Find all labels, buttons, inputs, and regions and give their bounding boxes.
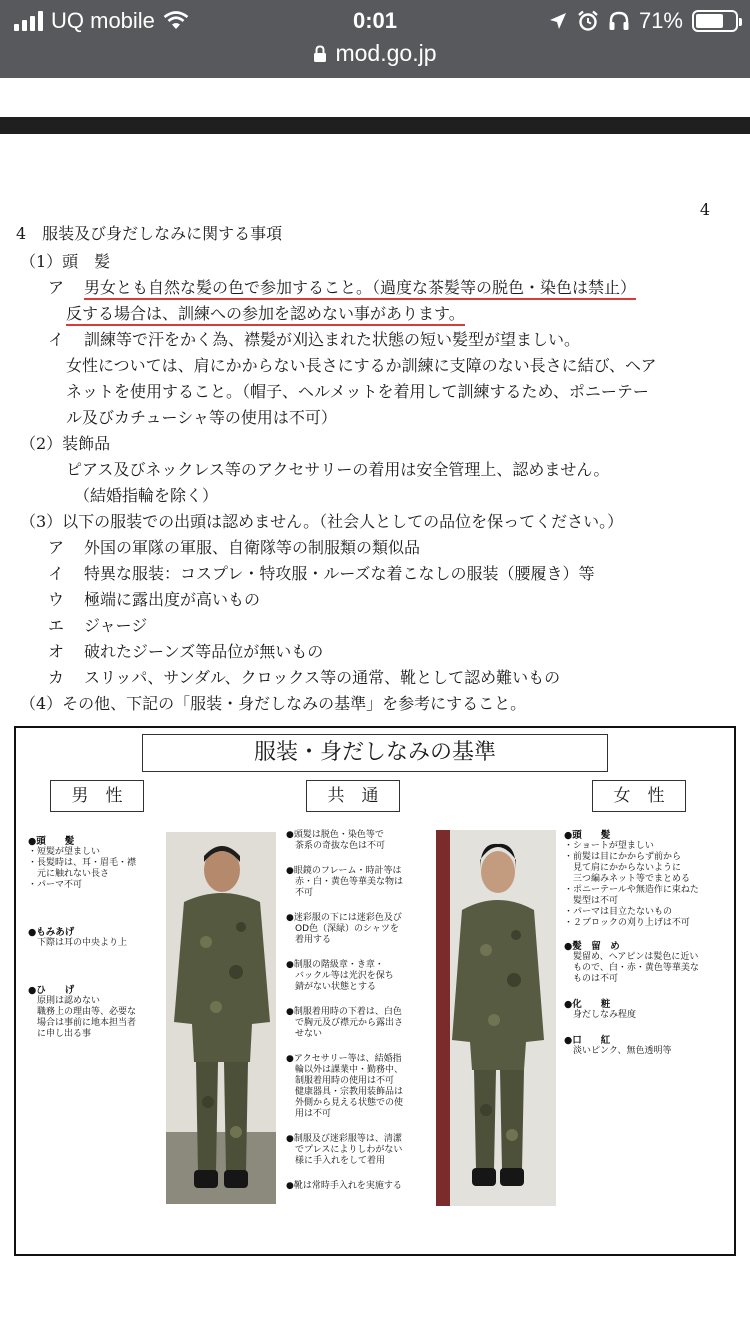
female-hair-line: ・２ブロックの刈り上げは不可 bbox=[564, 918, 690, 928]
common-note: ●頭髪は脱色・染色等で 茶系の奇抜な色は不可 bbox=[286, 830, 386, 851]
common-label: 共 通 bbox=[306, 780, 400, 812]
item-a1-marker: ア bbox=[48, 278, 65, 297]
male-beard-line: 場合は事前に地本担当者 bbox=[28, 1018, 137, 1028]
female-notes bbox=[564, 830, 699, 1057]
male-label: 男 性 bbox=[50, 780, 144, 812]
common-note: ●制服及び迷彩服等は、清潔 でプレスによりしわがない 様に手入れをして着用 bbox=[286, 1134, 403, 1166]
male-hair-head: ●頭 髪 bbox=[28, 836, 75, 847]
page-number: 4 bbox=[699, 200, 710, 219]
battery-percent: 71% bbox=[638, 8, 683, 33]
female-lipstick-head: ●口 紅 bbox=[564, 1035, 611, 1046]
accessories-line1: ピアス及びネックレス等のアクセサリーの着用は安全管理上、認めません。 bbox=[66, 460, 610, 479]
female-hair-line: 三つ編みネット等でまとめる bbox=[564, 874, 691, 884]
male-beard-line: 原則は認めない bbox=[28, 996, 101, 1006]
female-hairpin-head: ●髪 留 め bbox=[564, 941, 620, 952]
common-note: ●靴は常時手入れを実施する bbox=[286, 1181, 402, 1191]
subsection-other: （4）その他、下記の「服装・身だしなみの基準」を参考にすること。 bbox=[20, 694, 527, 713]
common-notes bbox=[286, 830, 403, 1192]
item3-text: 特異な服装：コスプレ・特攻服・ルーズな着こなしの服装（腰履き）等 bbox=[84, 564, 595, 583]
alarm-clock-icon bbox=[577, 10, 599, 32]
item3-marker: ウ bbox=[48, 590, 65, 609]
battery-icon bbox=[692, 10, 738, 32]
male-beard-line: 職務上の理由等、必要な bbox=[28, 1007, 137, 1017]
female-makeup-head: ●化 粧 bbox=[564, 999, 611, 1010]
female-figure-illustration bbox=[436, 830, 556, 1206]
battery-level bbox=[696, 14, 723, 28]
subsection-clothing: （3）以下の服装での出頭は認めません。（社会人としての品位を保ってください。） bbox=[20, 512, 624, 531]
male-beard-head: ●ひ げ bbox=[28, 985, 75, 996]
item3-text: 外国の軍隊の軍服、自衛隊等の制服類の類似品 bbox=[84, 538, 421, 557]
item3-text: 極端に露出度が高いもの bbox=[84, 590, 261, 609]
subsection-accessories: （2）装飾品 bbox=[20, 434, 111, 453]
item3-text: スリッパ、サンダル、クロックス等の通常、靴として認め難いもの bbox=[84, 668, 561, 687]
item3-text: 破れたジーンズ等品位が無いもの bbox=[84, 642, 324, 661]
item-i1-text: 訓練等で汗をかく為、襟髪が刈込まれた状態の短い髪型が望ましい。 bbox=[84, 330, 581, 349]
item3-marker: イ bbox=[48, 564, 65, 583]
female-hair-line: ・前髪は目にかからず前から bbox=[564, 852, 682, 862]
common-note: ●アクセサリー等は、結婚指 輪以外は課業中・勤務中、 制服着用時の使用は不可 健康器具・宗教用装飾品は 外側から見える状態での使 用は不可 bbox=[286, 1054, 404, 1119]
subsection-hair: （1）頭 髪 bbox=[20, 252, 111, 271]
status-bar bbox=[0, 0, 750, 78]
male-sideburns-head: ●もみあげ bbox=[28, 927, 75, 938]
common-note: ●迷彩服の下には迷彩色及び OD色（深緑）のシャツを 着用する bbox=[286, 913, 402, 945]
female-hair-line: 髪型は不可 bbox=[564, 896, 619, 906]
item3-marker: カ bbox=[48, 668, 65, 687]
female-label: 女 性 bbox=[592, 780, 686, 812]
item3-text: ジャージ bbox=[84, 616, 148, 635]
male-hair-line: 元に触れない長さ bbox=[28, 869, 110, 879]
male-sideburns-line: 下際は耳の中央より上 bbox=[28, 938, 128, 948]
female-makeup-line: 身だしなみ程度 bbox=[564, 1010, 637, 1020]
common-note: ●眼鏡のフレーム・時計等は 赤・白・黄色等華美な物は 不可 bbox=[286, 866, 404, 898]
item-a1-underlined: 男女とも自然な髪の色で参加すること。（過度な茶髪等の脱色・染色は禁止） bbox=[84, 278, 636, 300]
female-lipstick-line: 淡いピンク、無色透明等 bbox=[564, 1046, 672, 1056]
item3-marker: ア bbox=[48, 538, 65, 557]
female-hair-line: 見て肩にかからないように bbox=[564, 863, 682, 873]
male-beard-line: に申し出る事 bbox=[28, 1029, 92, 1039]
male-notes bbox=[28, 836, 136, 1040]
address-bar[interactable] bbox=[0, 40, 750, 67]
lock-icon bbox=[313, 45, 327, 63]
female-hairpin-line: もので、白・赤・黄色等華美な bbox=[564, 963, 699, 973]
female-hair-line: ・ポニーテールや無造作に束ねた bbox=[564, 885, 699, 895]
item-i1-line2: 女性については、肩にかからない長さにするか訓練に支障のない長さに結び、ヘア bbox=[66, 356, 657, 375]
item-i1-line4: ル及びカチューシャ等の使用は不可） bbox=[66, 408, 337, 427]
male-hair-line: ・長髪時は、耳・眉毛・襟 bbox=[28, 858, 137, 868]
male-hair-line: ・短髪が望ましい bbox=[28, 847, 101, 857]
female-hair-line: ・パーマは目立たないもの bbox=[564, 907, 673, 917]
female-hairpin-line: ものは不可 bbox=[564, 974, 619, 984]
accessories-line2: （結婚指輪を除く） bbox=[74, 486, 219, 505]
clock: 0:01 bbox=[352, 8, 398, 33]
location-arrow-icon bbox=[548, 11, 568, 31]
carrier-name: UQ mobile bbox=[51, 8, 155, 33]
male-figure-illustration bbox=[166, 832, 276, 1204]
figure-title: 服装・身だしなみの基準 bbox=[142, 734, 608, 772]
female-hair-line: ・ショートが望ましい bbox=[564, 841, 654, 851]
url-text: mod.go.jp bbox=[335, 40, 437, 66]
female-uniform-photo bbox=[436, 830, 556, 1206]
male-hair-line: ・パーマ不可 bbox=[28, 880, 83, 890]
item-i1-line3: ネットを使用すること。（帽子、ヘルメットを着用して訓練するため、ポニーテー bbox=[66, 382, 649, 401]
item-a1-continuation bbox=[66, 302, 465, 326]
common-note: ●制服着用時の下着は、白色 で胸元及び襟元から露出さ せない bbox=[286, 1007, 404, 1039]
headphones-icon bbox=[608, 11, 630, 31]
common-note: ●制服の階級章・き章・ バックル等は光沢を保ち 錆がない状態とする bbox=[286, 960, 394, 992]
item-i1-marker: イ bbox=[48, 330, 65, 349]
male-uniform-photo bbox=[166, 832, 276, 1204]
item3-marker: オ bbox=[48, 642, 65, 661]
document-top-band bbox=[0, 117, 750, 134]
item-a1-text bbox=[84, 276, 636, 300]
status-right bbox=[548, 7, 738, 35]
item-a1-cont-underlined: 反する場合は、訓練への参加を認めない事があります。 bbox=[66, 304, 465, 326]
item3-marker: エ bbox=[48, 616, 65, 635]
female-hairpin-line: 髪留め、ヘアピンは髪色に近い bbox=[564, 952, 699, 962]
section-heading: 4 服装及び身だしなみに関する事項 bbox=[16, 224, 283, 243]
dress-code-figure bbox=[14, 726, 736, 1256]
female-hair-head: ●頭 髪 bbox=[564, 830, 611, 841]
